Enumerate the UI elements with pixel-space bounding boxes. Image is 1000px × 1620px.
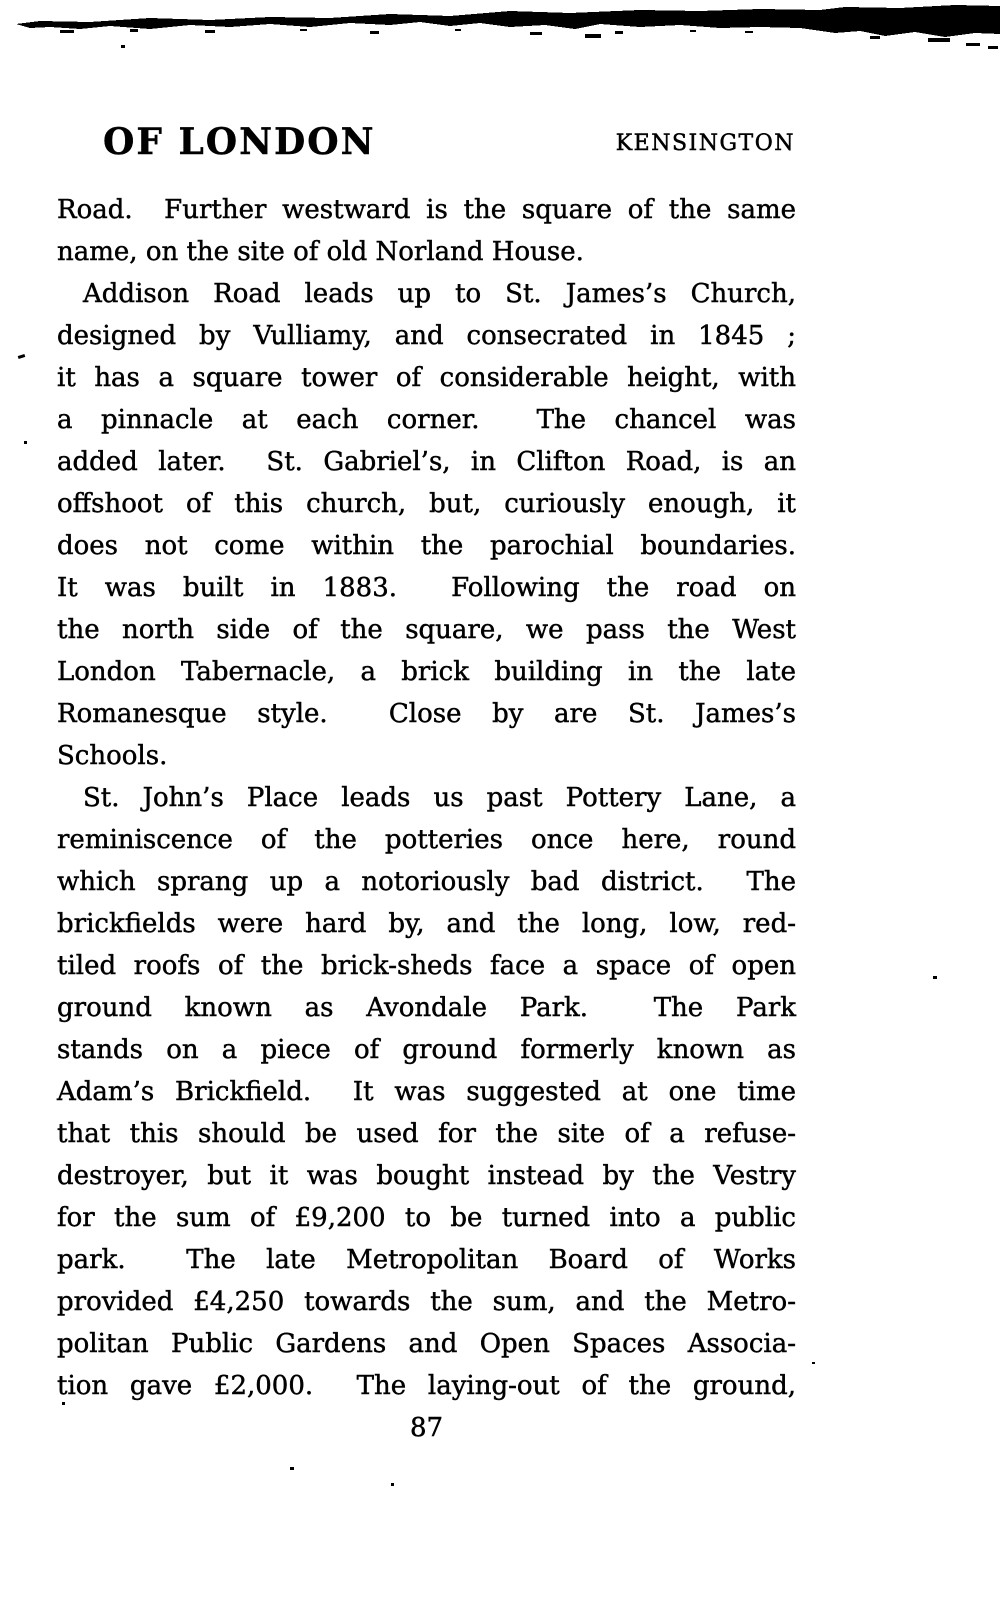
text-line: it has a square tower of considerable height, with <box>57 363 796 393</box>
text-line: provided £4,250 towards the sum, and the Metro- <box>57 1287 796 1317</box>
ink-speck <box>62 1402 65 1405</box>
text-line: Adam’s Brickfield. It was suggested at one time <box>57 1077 796 1107</box>
text-line: designed by Vulliamy, and consecrated in 1845 ; <box>57 321 796 351</box>
ink-speck <box>18 354 26 359</box>
text-line: does not come within the parochial boundaries. <box>57 531 796 561</box>
text-line: that this should be used for the site of a refuse- <box>57 1119 796 1149</box>
text-line: Addison Road leads up to St. James’s Church, <box>83 279 796 309</box>
text-line: a pinnacle at each corner. The chancel was <box>57 405 796 435</box>
text-line: name, on the site of old Norland House. <box>57 237 584 267</box>
text-line: tiled roofs of the brick-sheds face a space of open <box>57 951 796 981</box>
text-line: destroyer, but it was bought instead by the Vestry <box>57 1161 796 1191</box>
text-line: London Tabernacle, a brick building in the late <box>57 657 796 687</box>
ink-speck <box>24 441 27 444</box>
ink-speck <box>121 45 125 48</box>
ink-speck <box>290 1467 294 1470</box>
scan-artifact-top-edge <box>0 0 1000 60</box>
ink-speck <box>391 1483 394 1486</box>
text-line: reminiscence of the potteries once here, round <box>57 825 796 855</box>
running-head-chapter-title: KENSINGTON <box>615 131 795 156</box>
text-line: Romanesque style. Close by are St. James’s <box>57 699 796 729</box>
text-line: tion gave £2,000. The laying-out of the ground, <box>57 1371 796 1401</box>
text-line: added later. St. Gabriel’s, in Clifton Road, is an <box>57 447 796 477</box>
text-line: stands on a piece of ground formerly known as <box>57 1035 796 1065</box>
ink-speck <box>812 1362 815 1364</box>
text-line: which sprang up a notoriously bad district. The <box>57 867 796 897</box>
running-head-book-title: OF LONDON <box>103 121 376 163</box>
page-body <box>57 189 796 1449</box>
text-line: brickfields were hard by, and the long, low, red- <box>57 909 796 939</box>
text-line: Schools. <box>57 741 168 771</box>
page-number: 87 <box>409 1413 444 1443</box>
text-line: St. John’s Place leads us past Pottery Lane, a <box>83 783 796 813</box>
ink-speck <box>933 976 937 979</box>
text-line: park. The late Metropolitan Board of Works <box>57 1245 796 1275</box>
text-line: ground known as Avondale Park. The Park <box>57 993 796 1023</box>
text-line: It was built in 1883. Following the road on <box>57 573 796 603</box>
text-line: politan Public Gardens and Open Spaces Associa- <box>57 1329 796 1359</box>
text-line: for the sum of £9,200 to be turned into a public <box>57 1203 796 1233</box>
text-line: the north side of the square, we pass the West <box>57 615 796 645</box>
text-line: offshoot of this church, but, curiously enough, it <box>57 489 796 519</box>
text-line: Road. Further westward is the square of the same <box>57 195 796 225</box>
